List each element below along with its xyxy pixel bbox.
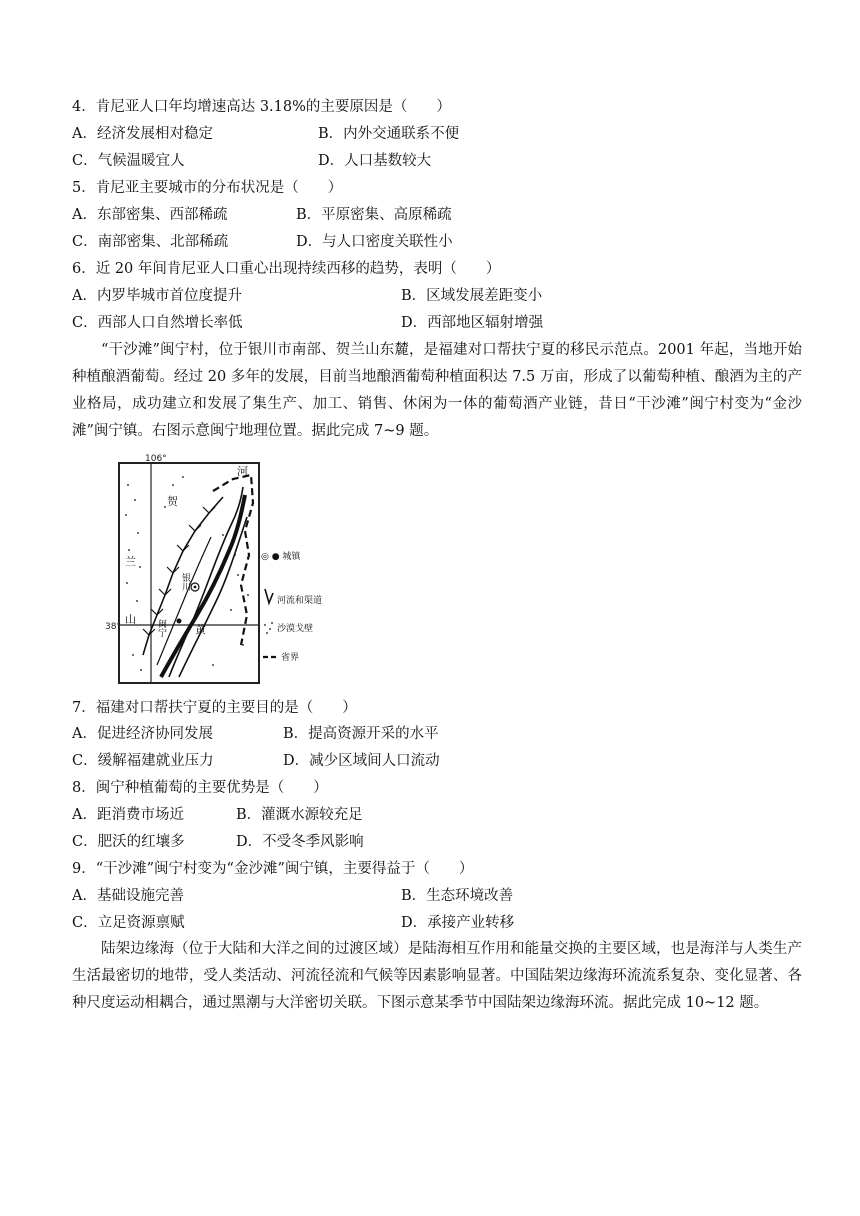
- passage-minning: “干沙滩”闽宁村，位于银川市南部、贺兰山东麓，是福建对口帮扶宁夏的移民示范点。2001 年起，当地开始种植酿酒葡萄。经过 20 多年的发展，目前当地酿酒葡萄种植面积达 7.5 万亩，形成了以葡萄种植、酿酒为主的产业格局，成功建立和发展了集生产、加工、销售、休闲为一体的葡萄酒产业链，昔日“干沙滩”闽宁村变为“金沙滩”闽宁镇。右图示意闽宁地理位置。据此完成 7~9 题。: [72, 342, 802, 439]
- legend-desert-symbol: [264, 622, 273, 634]
- question-6-option-c[interactable]: C．西部人口自然增长率低: [72, 315, 243, 331]
- question-5-option-d[interactable]: D．与人口密度关联性小: [296, 234, 453, 250]
- question-8-stem: 8．闽宁种植葡萄的主要优势是（ ）: [72, 780, 328, 796]
- label-yinchuan: 银川: [180, 573, 190, 591]
- legend-river-symbol: [265, 589, 273, 603]
- question-8-option-c[interactable]: C．肥沃的红壤多: [72, 834, 185, 850]
- question-8-option-b[interactable]: B．灌溉水源较充足: [236, 807, 363, 823]
- question-6-option-a[interactable]: A．内罗毕城市首位度提升: [72, 288, 242, 304]
- question-7-stem: 7．福建对口帮扶宁夏的主要目的是（ ）: [72, 700, 357, 716]
- label-he-river: 河: [237, 465, 248, 478]
- mountain-ticks: [143, 507, 215, 635]
- longitude-label: 106°: [145, 454, 167, 464]
- question-4-option-b[interactable]: B．内外交通联系不便: [318, 126, 460, 142]
- question-8-option-a[interactable]: A．距消费市场近: [72, 807, 184, 823]
- question-5-stem: 5．肯尼亚主要城市的分布状况是（ ）: [72, 180, 343, 196]
- question-5-option-c[interactable]: C．南部密集、北部稀疏: [72, 234, 229, 250]
- question-4-option-c[interactable]: C．气候温暖宜人: [72, 153, 185, 169]
- label-lan: 兰: [125, 555, 136, 568]
- question-5-option-a[interactable]: A．东部密集、西部稀疏: [72, 207, 228, 223]
- question-6-option-d[interactable]: D．西部地区辐射增强: [401, 315, 544, 331]
- passage-shelf-seas: 陆架边缘海（位于大陆和大洋之间的过渡区域）是陆海相互作用和能量交换的主要区域，也是海洋与人类生产生活最密切的地带，受人类活动、河流径流和气候等因素影响显著。中国陆架边缘海环流流系复杂、变化显著、各种尺度运动相耦合，通过黑潮与大洋密切关联。下图示意某季节中国陆架边缘海环流。据此完成 10~12 题。: [72, 941, 802, 1011]
- question-6-option-b[interactable]: B．区域发展差距变小: [401, 288, 543, 304]
- question-7-option-d[interactable]: D．减少区域间人口流动: [283, 753, 440, 769]
- question-9-option-c[interactable]: C．立足资源禀赋: [72, 915, 185, 931]
- minning-location-map: [105, 454, 345, 687]
- legend-desert: 沙漠戈壁: [277, 624, 314, 634]
- map-legend: [261, 550, 322, 663]
- question-7-option-a[interactable]: A．促进经济协同发展: [72, 726, 213, 742]
- question-8-option-d[interactable]: D．不受冬季风影响: [236, 834, 364, 850]
- label-he: 贺: [167, 495, 178, 508]
- legend-river: 河流和渠道: [277, 596, 323, 606]
- label-huang: 黄: [195, 623, 206, 636]
- label-shan: 山: [125, 613, 136, 626]
- question-6-stem: 6．近 20 年间肯尼亚人口重心出现持续西移的趋势，表明（ ）: [72, 261, 501, 277]
- question-9-option-d[interactable]: D．承接产业转移: [401, 915, 515, 931]
- label-minning: 闽宁: [156, 619, 166, 637]
- legend-boundary: 省界: [281, 653, 300, 663]
- question-9-option-a[interactable]: A．基础设施完善: [72, 888, 184, 904]
- question-4-option-a[interactable]: A．经济发展相对稳定: [72, 126, 213, 142]
- question-9-stem: 9．“干沙滩”闽宁村变为“金沙滩”闽宁镇，主要得益于（ ）: [72, 861, 474, 877]
- legend-town: ◎ ● 城镇: [261, 552, 301, 562]
- question-5-option-b[interactable]: B．平原密集、高原稀疏: [296, 207, 452, 223]
- minning-town-marker: [177, 619, 182, 624]
- latitude-label: 38°: [105, 622, 121, 632]
- question-4-option-d[interactable]: D．人口基数较大: [318, 153, 432, 169]
- question-7-option-c[interactable]: C．缓解福建就业压力: [72, 753, 214, 769]
- question-9-option-b[interactable]: B．生态环境改善: [401, 888, 514, 904]
- question-4-stem: 4．肯尼亚人口年均增速高达 3.18%的主要原因是（ ）: [72, 99, 451, 115]
- question-7-option-b[interactable]: B．提高资源开采的水平: [283, 726, 439, 742]
